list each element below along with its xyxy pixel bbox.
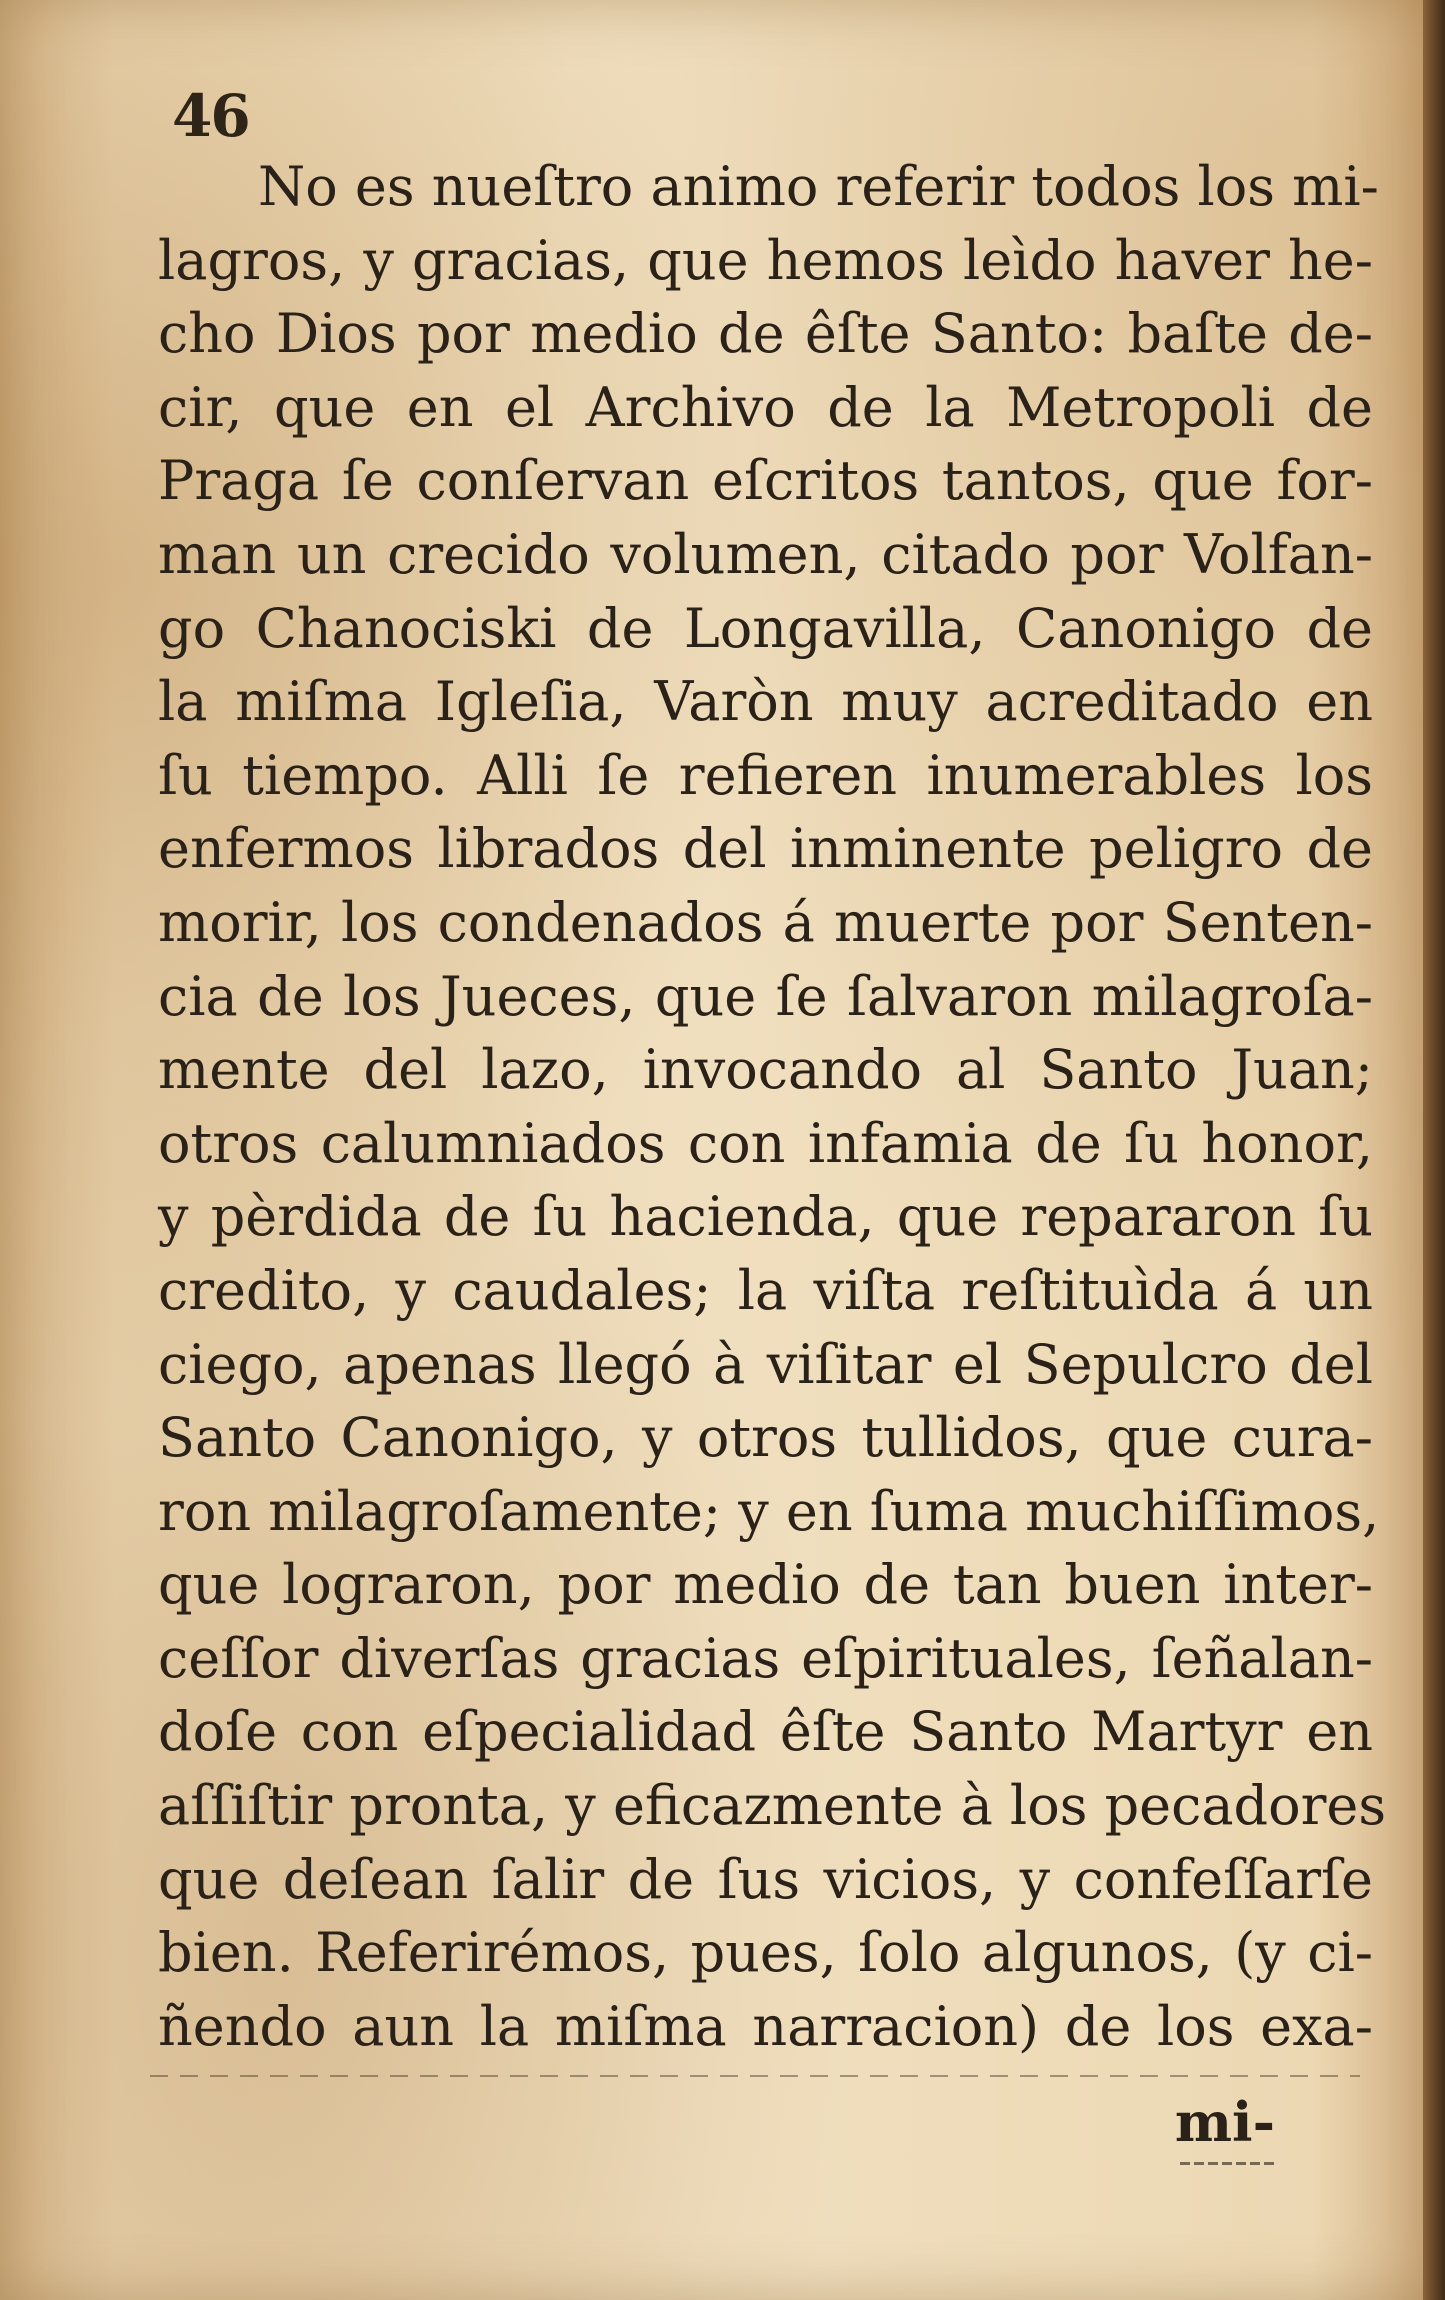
text-line: ñendo aun la miſma narracion) de los exa- <box>158 1994 1373 2058</box>
text-line: lagros, y gracias, que hemos leìdo haver he- <box>158 228 1373 292</box>
text-line: que deſean ſalir de ſus vicios, y confeſſarſe <box>158 1847 1373 1911</box>
text-line: mente del lazo, invocando al Santo Juan; <box>158 1038 1373 1102</box>
text-line: y pèrdida de ſu hacienda, que repararon ſu <box>158 1185 1373 1249</box>
text-line: otros calumniados con infamia de ſu honor, <box>158 1111 1373 1175</box>
footer-rule <box>150 2075 1360 2077</box>
page-number: 46 <box>172 82 249 150</box>
text-line: morir, los condenados á muerte por Senten- <box>158 890 1373 954</box>
text-line: bien. Referirémos, pues, ſolo algunos, (y ci- <box>158 1921 1373 1985</box>
text-line: ciego, apenas llegó à viſitar el Sepulcro del <box>158 1332 1373 1396</box>
book-spine-edge <box>1423 0 1445 2300</box>
text-line: Praga ſe conſervan eſcritos tantos, que for- <box>158 449 1373 513</box>
text-line: ron milagroſamente; y en ſuma muchiſſimos, <box>158 1479 1380 1543</box>
catchword-underline <box>1180 2162 1275 2165</box>
text-line: aſſiſtir pronta, y eficazmente à los pecadores <box>158 1774 1387 1838</box>
text-line: man un crecido volumen, citado por Volfan- <box>158 522 1373 586</box>
catchword: mi- <box>1174 2090 1275 2154</box>
text-line: enfermos librados del inminente peligro de <box>158 817 1373 881</box>
text-line: ſu tiempo. Alli ſe refieren inumerables los <box>158 743 1373 807</box>
text-line: Santo Canonigo, y otros tullidos, que cura- <box>158 1406 1373 1470</box>
text-line: la miſma Igleſia, Varòn muy acreditado en <box>158 670 1373 734</box>
text-line: cia de los Jueces, que ſe ſalvaron milagroſa- <box>158 964 1373 1028</box>
text-line: go Chanociski de Longavilla, Canonigo de <box>158 596 1373 660</box>
text-line: cir, que en el Archivo de la Metropoli de <box>158 375 1373 439</box>
text-line: No es nueſtro animo referir todos los mi- <box>258 155 1379 218</box>
body-paragraph <box>158 150 1387 2063</box>
text-line: credito, y caudales; la viſta reſtituìda á un <box>158 1258 1373 1322</box>
text-line: que lograron, por medio de tan buen inter- <box>158 1553 1373 1617</box>
text-line: ceſſor diverſas gracias eſpirituales, ſeñalan- <box>158 1626 1373 1690</box>
text-line: cho Dios por medio de êſte Santo: baſte de- <box>158 302 1373 366</box>
text-line: doſe con eſpecialidad êſte Santo Martyr en <box>158 1700 1373 1764</box>
